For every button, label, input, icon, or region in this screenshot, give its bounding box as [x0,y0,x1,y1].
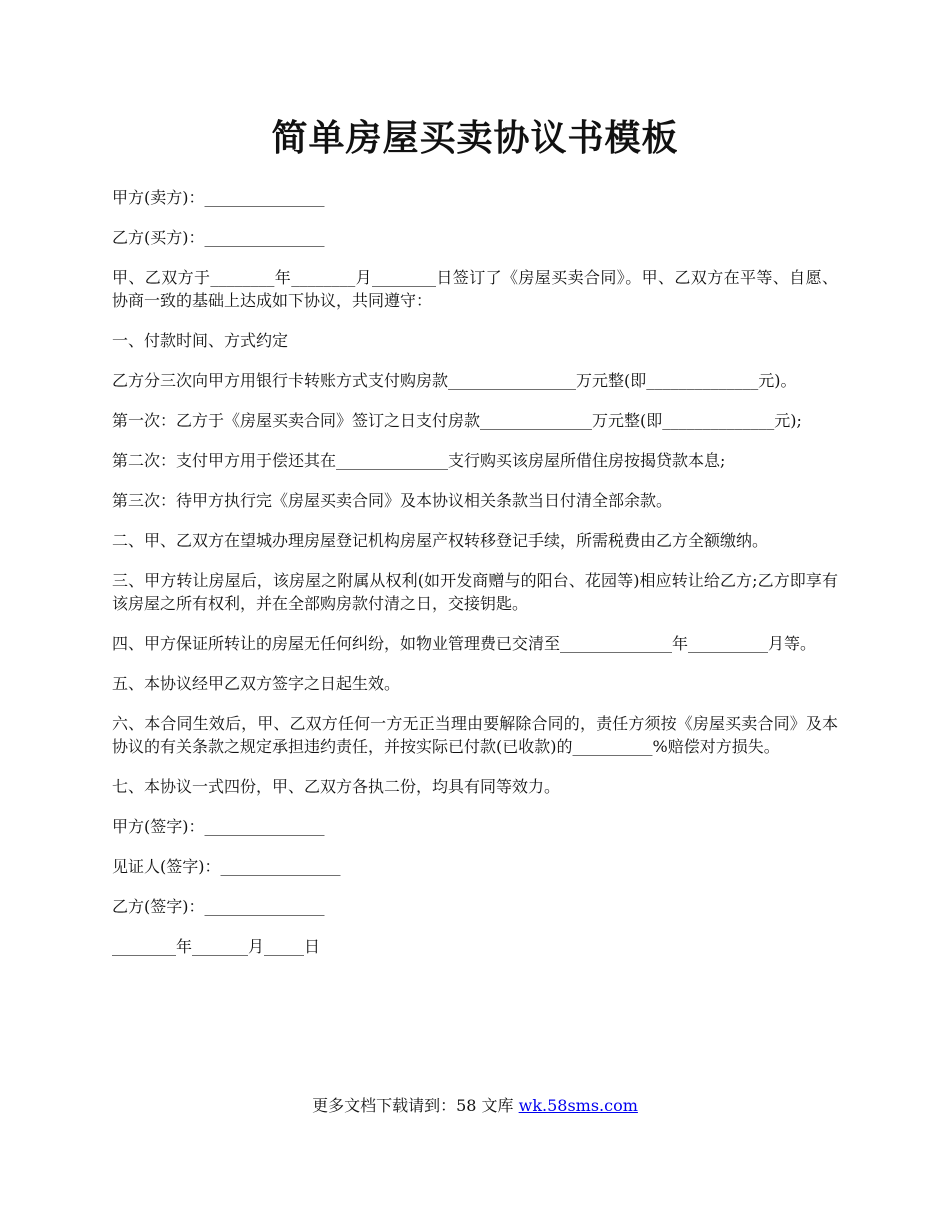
intro-paragraph: 甲、乙双方于________年________月________日签订了《房屋买卖合同》。甲、乙双方在平等、自愿、协商一致的基础上达成如下协议，共同遵守： [112,268,838,310]
section-heading-payment: 一、付款时间、方式约定 [112,331,289,350]
seller-signature-line: 甲方(签字)：_______________ [112,817,325,836]
first-payment-paragraph: 第一次：乙方于《房屋买卖合同》签订之日支付房款______________万元整(即______________元); [112,411,802,430]
third-payment-paragraph: 第三次：待甲方执行完《房屋买卖合同》及本协议相关条款当日付清全部余款。 [112,491,673,510]
footer-link[interactable]: wk.58sms.com [518,1096,638,1115]
date-line: ________年_______月_____日 [112,937,321,956]
witness-signature-line: 见证人(签字)：_______________ [112,857,341,876]
clause-seven: 七、本协议一式四份，甲、乙双方各执二份，均具有同等效力。 [112,777,561,796]
clause-four: 四、甲方保证所转让的房屋无任何纠纷，如物业管理费已交清至______________年__________月等。 [112,634,817,653]
payment-paragraph: 乙方分三次向甲方用银行卡转账方式支付购房款________________万元整(即______________元)。 [112,371,797,390]
clause-five: 五、本协议经甲乙双方签字之日起生效。 [112,674,401,693]
footer [0,1094,950,1117]
clause-six: 六、本合同生效后，甲、乙双方任何一方无正当理由要解除合同的，责任方须按《房屋买卖合同》及本协议的有关条款之规定承担违约责任，并按实际已付款(已收款)的__________%赔偿对方损失。 [112,714,838,756]
second-payment-paragraph: 第二次：支付甲方用于偿还其在______________支行购买该房屋所借住房按揭贷款本息; [112,451,726,470]
clause-three: 三、甲方转让房屋后，该房屋之附属从权利(如开发商赠与的阳台、花园等)相应转让给乙方;乙方即享有该房屋之所有权利，并在全部购房款付清之日，交接钥匙。 [112,571,838,613]
clause-two: 二、甲、乙双方在望城办理房屋登记机构房屋产权转移登记手续，所需税费由乙方全额缴纳。 [112,531,769,550]
buyer-line: 乙方(买方)：_______________ [112,228,325,247]
buyer-signature-line: 乙方(签字)：_______________ [112,897,325,916]
footer-text: 更多文档下载请到：58 文库 [312,1096,519,1115]
document-title: 简单房屋买卖协议书模板 [271,117,679,159]
seller-line: 甲方(卖方)：_______________ [112,188,325,207]
